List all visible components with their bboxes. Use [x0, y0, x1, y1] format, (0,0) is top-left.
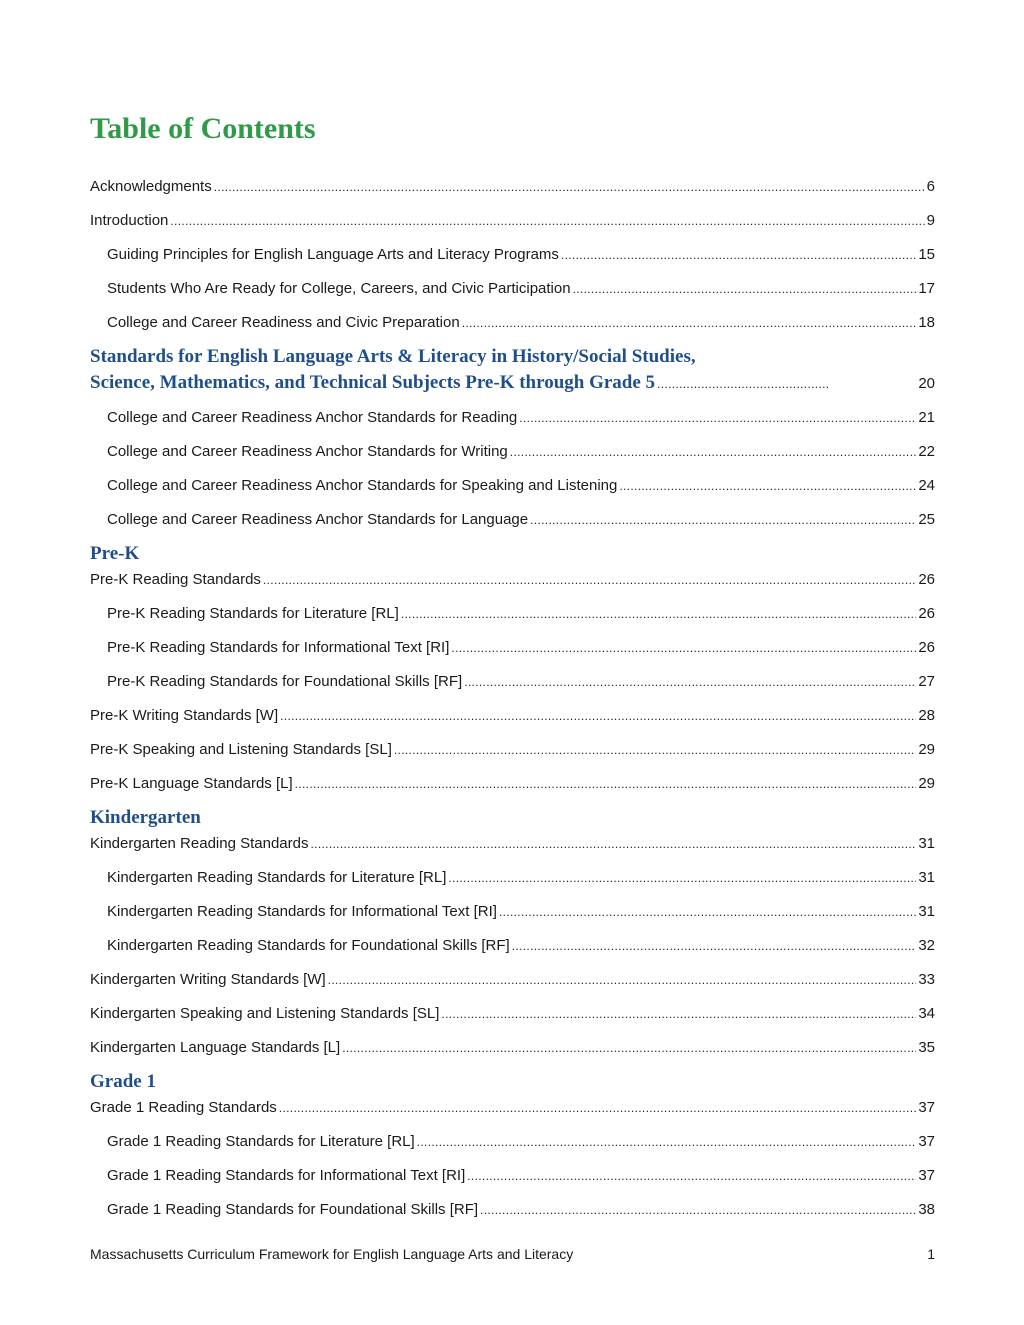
toc-entry[interactable] — [90, 970, 935, 990]
toc-entry-page: 22 — [918, 443, 935, 460]
toc-entry-title: College and Career Readiness Anchor Standards for Writing — [107, 443, 508, 460]
dot-leader — [561, 245, 916, 265]
section-heading-grade-1[interactable]: Grade 1 — [90, 1071, 156, 1092]
footer-text: Massachusetts Curriculum Framework for English Language Arts and Literacy — [90, 1246, 574, 1262]
toc-entry-page: 26 — [918, 571, 935, 588]
dot-leader — [573, 279, 917, 299]
dot-leader — [499, 902, 916, 922]
toc-entry-page: 27 — [918, 673, 935, 690]
dot-leader — [619, 476, 916, 496]
section-heading-pre-k[interactable]: Pre-K — [90, 543, 140, 564]
dot-leader — [170, 211, 924, 231]
toc-entry-page: 29 — [918, 741, 935, 758]
toc-entry-title: Kindergarten Reading Standards for Informational Text [RI] — [107, 903, 497, 920]
dot-leader — [328, 970, 917, 990]
toc-entry-page: 32 — [918, 937, 935, 954]
toc-entry-title: Pre-K Reading Standards — [90, 571, 261, 588]
toc-major-entry[interactable] — [90, 344, 935, 397]
toc-entry-page: 18 — [918, 314, 935, 331]
toc-entry[interactable] — [90, 834, 935, 854]
toc-entry[interactable] — [107, 476, 935, 496]
toc-entry-page: 31 — [918, 869, 935, 886]
toc-entry-title: Pre-K Speaking and Listening Standards [SL] — [90, 741, 392, 758]
toc-entry[interactable] — [107, 638, 935, 658]
toc-entry-title: Pre-K Writing Standards [W] — [90, 707, 279, 724]
toc-entry-title: Guiding Principles for English Language Arts and Literacy Programs — [107, 246, 559, 263]
toc-entry[interactable] — [107, 1166, 935, 1186]
toc-entry-title: Grade 1 Reading Standards — [90, 1099, 277, 1116]
dot-leader — [464, 672, 916, 692]
toc-entry-page: 26 — [918, 605, 935, 622]
dot-leader — [441, 1004, 916, 1024]
toc-entry[interactable] — [107, 279, 935, 299]
toc-entry[interactable] — [90, 570, 935, 590]
toc-entry[interactable] — [107, 902, 935, 922]
toc-entry-title: Introduction — [90, 212, 169, 229]
toc-entry-title: Pre-K Reading Standards for Literature [RL] — [107, 605, 399, 622]
toc-entry[interactable] — [107, 510, 935, 530]
toc-entry-page: 26 — [918, 639, 935, 656]
dot-leader — [451, 638, 916, 658]
toc-entry-page: 6 — [926, 178, 935, 195]
toc-entry-title: Grade 1 Reading Standards for Literature [RL] — [107, 1133, 415, 1150]
page-title: Table of Contents — [90, 112, 316, 145]
toc-entry-page: 25 — [918, 511, 935, 528]
dot-leader — [480, 1200, 916, 1220]
toc-entry[interactable] — [107, 868, 935, 888]
toc-entry-title: Grade 1 Reading Standards for Informational Text [RI] — [107, 1167, 466, 1184]
dot-leader — [342, 1038, 916, 1058]
toc-entry-page: 33 — [918, 971, 935, 988]
toc-entry-page: 28 — [918, 707, 935, 724]
page-footer — [90, 1246, 935, 1262]
toc-entry-title: Kindergarten Language Standards [L] — [90, 1039, 341, 1056]
dot-leader — [401, 604, 916, 624]
toc-entry-title: College and Career Readiness Anchor Standards for Language — [107, 511, 529, 528]
toc-entry[interactable] — [107, 313, 935, 333]
toc-entry-title: Kindergarten Reading Standards — [90, 835, 309, 852]
toc-entry[interactable] — [107, 408, 935, 428]
toc-entry-title: College and Career Readiness Anchor Standards for Reading — [107, 409, 518, 426]
toc-entry-title: Pre-K Language Standards [L] — [90, 775, 293, 792]
dot-leader — [530, 510, 916, 530]
toc-entry[interactable] — [107, 442, 935, 462]
toc-entry-title: College and Career Readiness and Civic Preparation — [107, 314, 460, 331]
toc-entry-page: 24 — [918, 477, 935, 494]
toc-entry-page: 34 — [918, 1005, 935, 1022]
toc-entry[interactable] — [107, 672, 935, 692]
page-number: 1 — [927, 1246, 935, 1262]
toc-entry-title: Kindergarten Reading Standards for Literature [RL] — [107, 869, 447, 886]
toc-entry-title: College and Career Readiness Anchor Standards for Speaking and Listening — [107, 477, 618, 494]
toc-entry-title: Acknowledgments — [90, 178, 212, 195]
toc-entry[interactable] — [90, 740, 935, 760]
dot-leader — [214, 177, 925, 197]
toc-entry[interactable] — [90, 177, 935, 197]
toc-entry[interactable] — [107, 1132, 935, 1152]
toc-entry-page: 38 — [918, 1201, 935, 1218]
toc-entry-page: 37 — [918, 1099, 935, 1116]
dot-leader — [512, 936, 917, 956]
dot-leader — [279, 1098, 917, 1118]
toc-entry-page: 35 — [918, 1039, 935, 1056]
toc-entry[interactable] — [107, 604, 935, 624]
toc-entry-title: Kindergarten Writing Standards [W] — [90, 971, 326, 988]
toc-entry[interactable] — [90, 211, 935, 231]
toc-entry-title: Students Who Are Ready for College, Careers, and Civic Participation — [107, 280, 571, 297]
toc-entry-page: 29 — [918, 775, 935, 792]
dot-leader — [280, 706, 916, 726]
section-heading-kindergarten[interactable]: Kindergarten — [90, 807, 201, 828]
toc-entry-title: Kindergarten Speaking and Listening Standards [SL] — [90, 1005, 440, 1022]
toc-entry[interactable] — [107, 936, 935, 956]
dot-leader — [462, 313, 917, 333]
dot-leader — [510, 442, 917, 462]
toc-entry[interactable] — [107, 245, 935, 265]
toc-major-entry-line1: Standards for English Language Arts & Literacy in History/Social Studies, — [90, 346, 696, 367]
toc-entry-page: 21 — [918, 409, 935, 426]
dot-leader — [657, 371, 916, 397]
toc-entry-title: Pre-K Reading Standards for Informational Text [RI] — [107, 639, 450, 656]
toc-entry-title: Kindergarten Reading Standards for Foundational Skills [RF] — [107, 937, 510, 954]
toc-entry-page: 17 — [918, 280, 935, 297]
dot-leader — [295, 774, 917, 794]
toc-entry-page: 31 — [918, 835, 935, 852]
toc-entry-page: 20 — [918, 375, 935, 392]
dot-leader — [467, 1166, 916, 1186]
dot-leader — [417, 1132, 917, 1152]
toc-entry-title: Grade 1 Reading Standards for Foundational Skills [RF] — [107, 1201, 479, 1218]
toc-major-entry-line2: Science, Mathematics, and Technical Subjects Pre-K through Grade 5 — [90, 372, 656, 393]
dot-leader — [448, 868, 916, 888]
toc-entry-page: 31 — [918, 903, 935, 920]
toc-entry[interactable] — [90, 1098, 935, 1118]
dot-leader — [263, 570, 916, 590]
toc-entry[interactable] — [107, 1200, 935, 1220]
toc-entry-page: 15 — [918, 246, 935, 263]
toc-entry[interactable] — [90, 1038, 935, 1058]
toc-entry[interactable] — [90, 774, 935, 794]
toc-entry-title: Pre-K Reading Standards for Foundational Skills [RF] — [107, 673, 463, 690]
toc-entry-page: 37 — [918, 1133, 935, 1150]
dot-leader — [519, 408, 916, 428]
toc-entry-page: 9 — [926, 212, 935, 229]
dot-leader — [394, 740, 916, 760]
dot-leader — [310, 834, 916, 854]
toc-entry-page: 37 — [918, 1167, 935, 1184]
toc-entry[interactable] — [90, 1004, 935, 1024]
toc-entry[interactable] — [90, 706, 935, 726]
